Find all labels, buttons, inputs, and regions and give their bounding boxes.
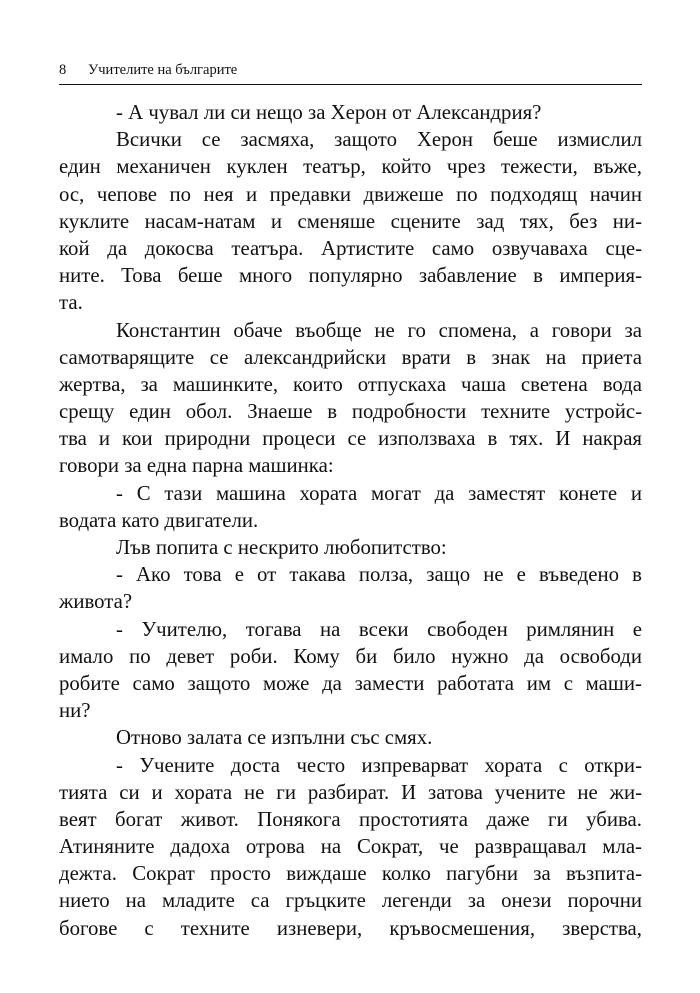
text-line: - Учителю, тогава на всеки свободен римлянин е — [116, 617, 642, 641]
text-line: нието на младите са гръцките легенди за онези порочни — [59, 889, 642, 913]
text-line: жертва, за машинките, които отпускаха чаша светена вода — [59, 372, 642, 396]
text-line: имало по девет роби. Кому би било нужно да освободи — [59, 644, 642, 668]
text-line: ос, чепове по нея и предавки движеше по подходящ начин — [59, 182, 642, 206]
running-title: Учителите на българите — [88, 62, 238, 78]
body-text — [59, 99, 642, 942]
text-line: Отново залата се изпълни със смях. — [116, 726, 433, 750]
text-line: веят богат живот. Понякога простотията даже ги убива. — [59, 807, 642, 831]
text-line: тва и кои природни процеси се използваха в тях. И накрая — [59, 427, 642, 451]
text-line: Всички се засмяха, защото Херон беше измислил — [116, 128, 642, 152]
text-line: тията си и хората не ги разбират. И затова учените не жи- — [59, 780, 642, 804]
text-line: един механичен куклен театър, който чрез тежести, въже, — [59, 155, 642, 179]
header-rule — [59, 84, 642, 85]
text-line: дежта. Сократ просто виждаше колко пагубни за възпита- — [59, 862, 642, 886]
running-header — [59, 62, 642, 84]
text-line: говори за една парна машинка: — [59, 454, 334, 478]
text-line: водата като двигатели. — [59, 508, 259, 532]
text-line: кой да докосва театъра. Артистите само озвучаваха сце- — [59, 236, 642, 260]
text-line: Атиняните дадоха отрова на Сократ, че развращавал мла- — [59, 835, 642, 859]
text-line: срещу един обол. Знаеше в подробности техните устройс- — [59, 400, 642, 424]
page-number: 8 — [59, 62, 67, 78]
text-line: самотварящите се александрийски врати в знак на приета — [59, 345, 642, 369]
text-line: Лъв попита с нескрито любопитство: — [116, 536, 447, 559]
text-line: - А чувал ли си нещо за Херон от Александрия? — [116, 101, 542, 124]
text-line: живота? — [59, 590, 133, 614]
text-line: ните. Това беше много популярно забавление в империя- — [59, 264, 642, 288]
text-line: робите само защото може да замести работата им с маши- — [59, 671, 642, 695]
text-line: Константин обаче въобще не го спомена, а говори за — [116, 318, 642, 342]
text-line: - Учените доста често изпреварват хората с откри- — [116, 753, 642, 777]
text-line: - Ако това е от такава полза, защо не е въведено в — [116, 563, 642, 587]
text-line: - С тази машина хората могат да заместят конете и — [116, 481, 642, 505]
text-line: куклите насам-натам и сменяше сцените зад тях, без ни- — [59, 209, 642, 233]
text-line: богове с техните изневери, кръвосмешения, зверства, — [59, 916, 642, 940]
text-line: та. — [59, 291, 83, 315]
text-line: ни? — [59, 699, 91, 723]
